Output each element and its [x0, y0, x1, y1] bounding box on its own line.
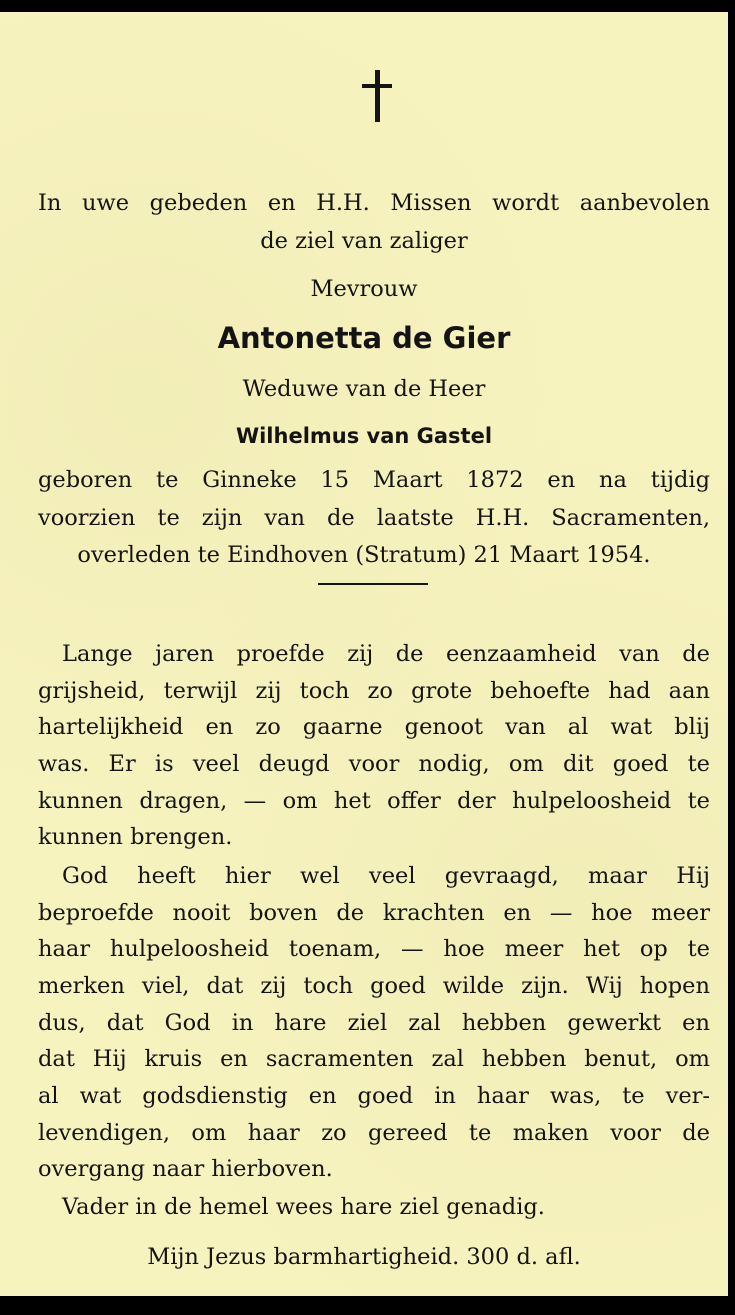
paragraph-line: was. Er is veel deugd voor nodig, om dit goed te — [38, 751, 710, 777]
paragraph-line: al wat godsdienstig en goed in haar was, te ver- — [38, 1083, 710, 1109]
paragraph-line: hartelijkheid en zo gaarne genoot van al wat blij — [38, 714, 710, 740]
paragraph-line: haar hulpeloosheid toenam, — hoe meer het op te — [38, 936, 710, 962]
husband-name: Wilhelmus van Gastel — [235, 424, 493, 448]
prayer-line: Vader in de hemel wees hare ziel genadig. — [62, 1194, 545, 1220]
life-line: geboren te Ginneke 15 Maart 1872 en na tijdig — [38, 467, 710, 493]
paragraph-line: kunnen dragen, — om het offer der hulpeloosheid te — [38, 788, 710, 814]
paragraph-line: dus, dat God in hare ziel zal hebben gewerkt en — [38, 1010, 710, 1036]
title-prefix: Mevrouw — [310, 276, 418, 302]
widow-of-line: Weduwe van de Heer — [242, 376, 486, 402]
paragraph-line: dat Hij kruis en sacramenten zal hebben benut, om — [38, 1046, 710, 1072]
memorial-card — [0, 12, 728, 1296]
paragraph-line: grijsheid, terwijl zij toch zo grote behoefte had aan — [38, 678, 710, 704]
paragraph-line: kunnen brengen. — [38, 824, 233, 850]
divider — [318, 583, 428, 585]
intro-line: In uwe gebeden en H.H. Missen wordt aanbevolen — [38, 190, 710, 216]
paragraph-line: overgang naar hierboven. — [38, 1156, 333, 1182]
paragraph-line: merken viel, dat zij toch goed wilde zijn. Wij hopen — [38, 973, 710, 999]
paragraph-line: beproefde nooit boven de krachten en — hoe meer — [38, 900, 710, 926]
paragraph-line: God heeft hier wel veel gevraagd, maar Hij — [62, 863, 710, 889]
paragraph-line: levendigen, om haar zo gereed te maken voor de — [38, 1120, 710, 1146]
paragraph-line: Lange jaren proefde zij de eenzaamheid van de — [62, 641, 710, 667]
intro-line-2: de ziel van zaliger — [260, 228, 468, 254]
cross-icon — [362, 70, 392, 122]
indulgence-line: Mijn Jezus barmhartigheid. 300 d. afl. — [147, 1244, 581, 1270]
deceased-name: Antonetta de Gier — [217, 321, 511, 355]
life-line: overleden te Eindhoven (Stratum) 21 Maart 1954. — [77, 542, 651, 568]
life-line: voorzien te zijn van de laatste H.H. Sacramenten, — [38, 505, 710, 531]
